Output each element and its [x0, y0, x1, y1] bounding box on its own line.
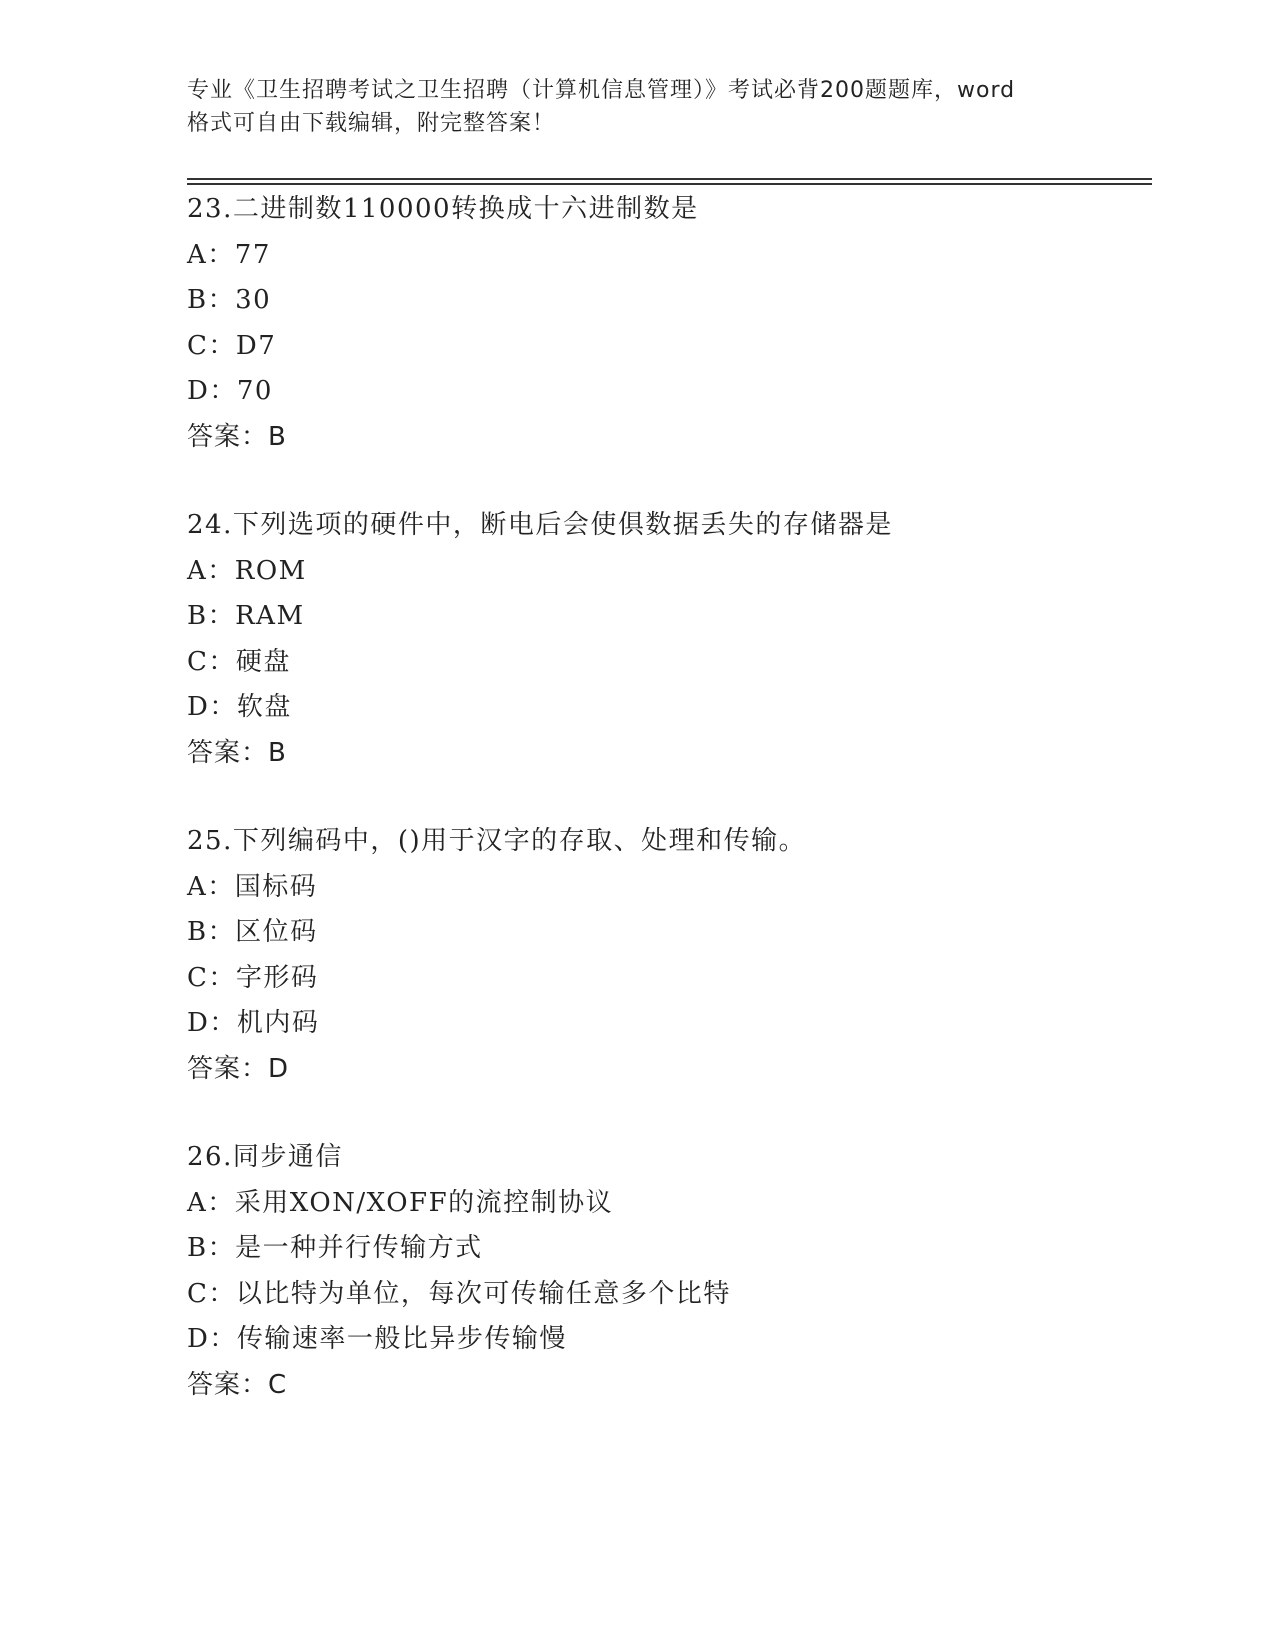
header-divider-bottom	[187, 183, 1152, 185]
question-stem: 24.下列选项的硬件中，断电后会使俱数据丢失的存储器是	[187, 510, 893, 540]
document-header	[187, 74, 1087, 140]
option-d: D：传输速率一般比异步传输慢	[187, 1324, 567, 1355]
question-stem: 23.二进制数110000转换成十六进制数是	[187, 194, 699, 224]
question-26	[187, 1135, 1147, 1409]
answer: 答案：C	[187, 1369, 288, 1400]
question-stem: 26.同步通信	[187, 1142, 343, 1172]
header-line-2: 格式可自由下载编辑，附完整答案！	[187, 111, 556, 136]
option-a: A：77	[187, 239, 271, 270]
option-b: B：区位码	[187, 917, 318, 948]
option-b: B：RAM	[187, 601, 305, 632]
option-d: D：70	[187, 376, 273, 407]
answer: 答案：B	[187, 737, 287, 768]
option-c: C：以比特为单位，每次可传输任意多个比特	[187, 1278, 731, 1309]
option-d: D：机内码	[187, 1008, 320, 1039]
option-d: D：软盘	[187, 692, 292, 723]
option-c: C：D7	[187, 330, 277, 361]
option-a: A：ROM	[187, 555, 307, 586]
question-24	[187, 503, 1147, 777]
header-divider-top	[187, 178, 1152, 180]
header-line-1: 专业《卫生招聘考试之卫生招聘（计算机信息管理）》考试必背200题题库，word	[187, 78, 1016, 103]
answer: 答案：D	[187, 1053, 290, 1084]
question-23	[187, 187, 1147, 461]
option-b: B：30	[187, 285, 272, 316]
option-a: A：国标码	[187, 871, 318, 902]
option-b: B：是一种并行传输方式	[187, 1233, 483, 1264]
option-c: C：硬盘	[187, 646, 291, 677]
question-25	[187, 819, 1147, 1093]
question-stem: 25.下列编码中，()用于汉字的存取、处理和传输。	[187, 826, 807, 856]
option-c: C：字形码	[187, 962, 319, 993]
answer: 答案：B	[187, 421, 287, 452]
option-a: A：采用XON/XOFF的流控制协议	[187, 1187, 614, 1218]
